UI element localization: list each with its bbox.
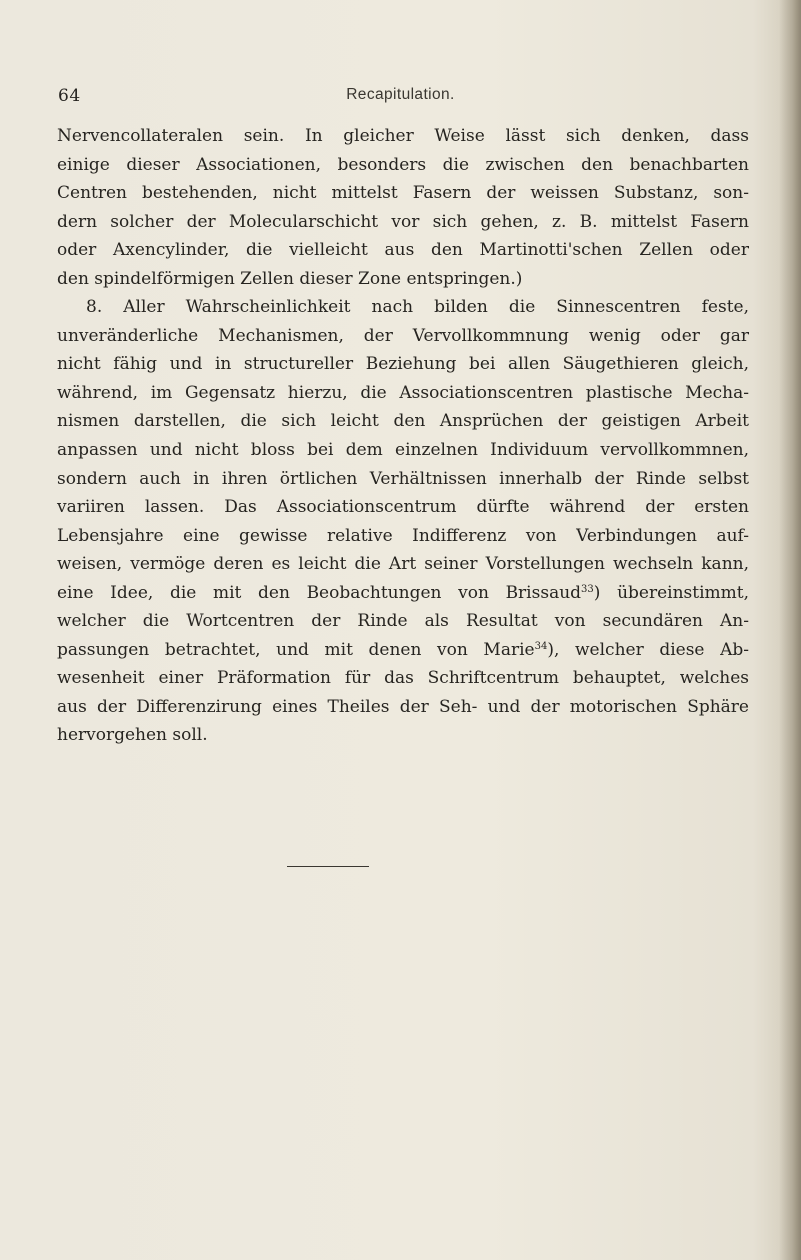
running-title: Recapitulation. bbox=[346, 86, 455, 103]
text-line: nismen darstellen, die sich leicht den Ansprüchen der geistigen Arbeit bbox=[57, 411, 749, 432]
text-line: nicht fähig und in structureller Beziehung bei allen Säugethieren gleich, bbox=[57, 354, 749, 375]
text-line: welcher die Wortcentren der Rinde als Resultat von secundären An- bbox=[57, 611, 749, 632]
text-line: Centren bestehenden, nicht mittelst Fasern der weissen Substanz, son- bbox=[57, 183, 749, 204]
text-line: einige dieser Associationen, besonders die zwischen den benachbarten bbox=[57, 154, 749, 175]
text-line: 8. Aller Wahrscheinlichkeit nach bilden die Sinnescentren feste, bbox=[86, 297, 749, 318]
text-line: den spindelförmigen Zellen dieser Zone entspringen.) bbox=[57, 268, 523, 289]
text-line: sondern auch in ihren örtlichen Verhältnissen innerhalb der Rinde selbst bbox=[57, 468, 749, 489]
line-text: ) übereinstimmt, bbox=[593, 582, 750, 603]
page-number: 64 bbox=[58, 86, 81, 106]
text-line: weisen, vermöge deren es leicht die Art seiner Vorstellungen wechseln kann, bbox=[57, 554, 749, 575]
line-text: ), welcher diese Ab- bbox=[547, 639, 749, 660]
text-line: anpassen und nicht bloss bei dem einzelnen Individuum vervollkommnen, bbox=[57, 440, 749, 461]
text-line: Lebensjahre eine gewisse relative Indifferenz von Verbindungen auf- bbox=[57, 525, 749, 546]
body-text bbox=[57, 122, 749, 750]
section-divider bbox=[287, 866, 369, 867]
footnote-ref-34: 34 bbox=[534, 640, 548, 652]
text-line: unveränderliche Mechanismen, der Vervollkommnung wenig oder gar bbox=[57, 325, 749, 346]
footnote-ref-33: 33 bbox=[581, 583, 594, 595]
page-edge-shadow bbox=[779, 0, 801, 1260]
text-line: hervorgehen soll. bbox=[57, 725, 208, 746]
text-line: dern solcher der Molecularschicht vor sich gehen, z. B. mittelst Fasern bbox=[57, 211, 749, 232]
text-line-with-footnote bbox=[57, 579, 749, 608]
text-line-with-footnote bbox=[57, 636, 749, 665]
line-text: eine Idee, die mit den Beobachtungen von Brissaud bbox=[57, 582, 582, 603]
text-line: variiren lassen. Das Associationscentrum dürfte während der ersten bbox=[57, 497, 749, 518]
text-line: Nervencollateralen sein. In gleicher Weise lässt sich denken, dass bbox=[57, 126, 749, 146]
text-line: oder Axencylinder, die vielleicht aus den Martinotti'schen Zellen oder bbox=[57, 240, 749, 261]
line-text: passungen betrachtet, und mit denen von Marie bbox=[57, 639, 535, 660]
text-line: aus der Differenzirung eines Theiles der Seh- und der motorischen Sphäre bbox=[57, 696, 749, 717]
text-line: während, im Gegensatz hierzu, die Associationscentren plastische Mecha- bbox=[57, 382, 749, 403]
text-line: wesenheit einer Präformation für das Schriftcentrum behauptet, welches bbox=[57, 668, 749, 689]
